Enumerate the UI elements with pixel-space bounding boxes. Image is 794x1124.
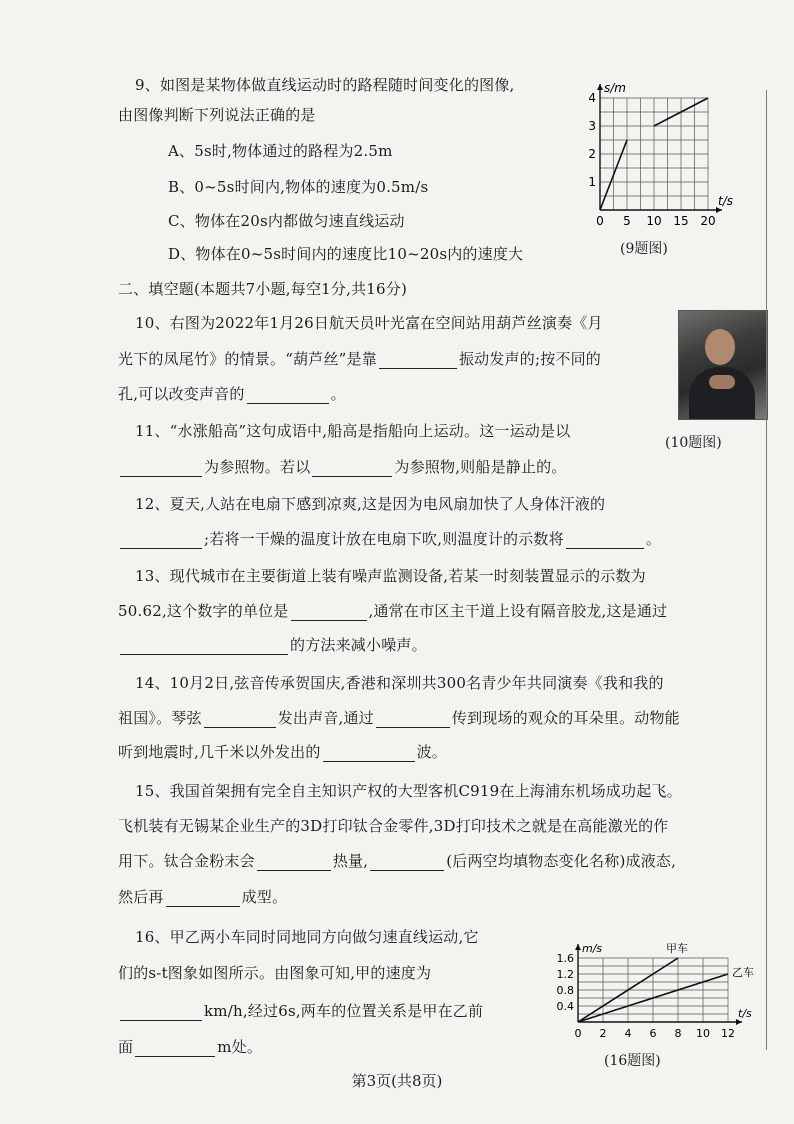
q10-blank-1[interactable] (379, 352, 457, 369)
q10-blank-2[interactable] (247, 387, 329, 404)
q15-blank-2[interactable] (370, 854, 444, 871)
q12-line2-text-b: 。 (645, 530, 662, 548)
q15-blank-1[interactable] (257, 854, 331, 871)
q14-line2-text-a: 祖国》。琴弦 (118, 709, 202, 727)
q13-line2-text-b: ,通常在市区主干道上设有隔音胶龙,这是通过 (368, 602, 668, 620)
x-tick-label: 0 (574, 1027, 582, 1040)
q14-line1: 14、10月2日,弦音传承贺国庆,香港和深圳共300名青少年共同演奏《我和我的 (135, 674, 664, 692)
x-tick-label: 10 (696, 1027, 710, 1040)
q15-line3-text-a: 用下。钛合金粉末会 (118, 852, 255, 870)
x-tick-label: 12 (721, 1027, 735, 1040)
q14-blank-1[interactable] (204, 711, 276, 728)
q9-option-a: A、5s时,物体通过的路程为2.5m (168, 142, 393, 160)
q10-line1: 10、右图为2022年1月26日航天员叶光富在空间站用葫芦丝演奏《月 (135, 314, 603, 332)
margin-rule (766, 90, 767, 1050)
q15-blank-3[interactable] (166, 890, 240, 907)
q11-blank-1[interactable] (120, 460, 202, 477)
x-tick-label: 5 (623, 214, 631, 228)
x-tick-label: 4 (624, 1027, 632, 1040)
q16-line4-text-b: m处。 (217, 1038, 263, 1056)
q10-line3-text-a: 孔,可以改变声音的 (118, 385, 245, 403)
q11-line2 (118, 456, 567, 477)
q16-line4-text-a: 面 (118, 1038, 134, 1056)
photo-person-head (705, 329, 735, 365)
q14-blank-2[interactable] (376, 711, 450, 728)
q16-line4 (118, 1036, 262, 1057)
q10-line2-text-b: 振动发声的;按不同的 (458, 350, 602, 368)
x-tick-label: 20 (700, 214, 716, 228)
astronaut-photo (678, 310, 768, 420)
x-tick-label: 8 (674, 1027, 682, 1040)
q11-line2-text-b: 为参照物,则船是静止的。 (394, 458, 567, 476)
y-tick-label: 0.4 (556, 1000, 574, 1013)
q16-line2: 们的s-t图象如图所示。由图象可知,甲的速度为 (118, 964, 432, 982)
q9-option-b: B、0~5s时间内,物体的速度为0.5m/s (168, 178, 429, 196)
q15-line4 (118, 886, 287, 907)
x-axis-label: t/s (718, 194, 733, 208)
q14-line3-text-b: 波。 (416, 743, 447, 761)
q16-blank-1[interactable] (120, 1004, 202, 1021)
q13-line3 (118, 634, 427, 655)
q15-line3-text-b: 热量, (332, 852, 369, 870)
x-axis-label: t/s (738, 1007, 752, 1020)
series-name-label: 甲车 (666, 942, 688, 955)
q11-line1: 11、“水涨船高”这句成语中,船高是指船向上运动。这一运动是以 (135, 422, 571, 440)
q9-caption: (9题图) (620, 241, 668, 257)
q14-line3 (118, 741, 447, 762)
series-name-label: 乙车 (732, 966, 754, 979)
x-tick-label: 15 (673, 214, 689, 228)
y-tick-label: 4 (588, 91, 596, 105)
x-tick-label: 10 (646, 214, 662, 228)
y-tick-label: 1 (588, 175, 596, 189)
q14-line3-text-a: 听到地震时,几千米以外发出的 (118, 743, 321, 761)
y-axis-arrow (597, 84, 603, 90)
q15-line3 (118, 850, 676, 871)
q16-blank-2[interactable] (135, 1040, 215, 1057)
x-tick-label: 0 (596, 214, 604, 228)
q12-line2-text-a: ;若将一干燥的温度计放在电扇下吹,则温度计的示数将 (204, 530, 564, 548)
q9-stem-line2: 由图像判断下列说法正确的是 (118, 106, 316, 124)
x-tick-label: 6 (649, 1027, 657, 1040)
y-axis-label: m/s (582, 942, 603, 955)
q10-line2-text-a: 光下的凤尾竹》的情景。“葫芦丝”是靠 (118, 350, 377, 368)
q15-line1: 15、我国首架拥有完全自主知识产权的大型客机C919在上海浦东机场成功起飞。 (135, 782, 682, 800)
q11-line2-text-a: 为参照物。若以 (204, 458, 311, 476)
q13-blank-1[interactable] (291, 604, 367, 621)
q9-option-d: D、物体在0~5s时间内的速度比10~20s内的速度大 (168, 245, 524, 263)
y-tick-label: 2 (588, 147, 596, 161)
q10-line2 (118, 348, 601, 369)
y-tick-label: 1.6 (556, 952, 574, 965)
q15-line3-text-c: (后两空均填物态变化名称)成液态, (446, 852, 677, 870)
q13-blank-2[interactable] (120, 638, 288, 655)
q15-line4-text-a: 然后再 (118, 888, 164, 906)
q15-line2: 飞机装有无锡某企业生产的3D打印钛合金零件,3D打印技术之就是在高能激光的作 (118, 817, 669, 835)
q14-blank-3[interactable] (323, 745, 415, 762)
y-tick-label: 1.2 (556, 968, 574, 981)
section2-title: 二、填空题(本题共7小题,每空1分,共16分) (118, 280, 408, 298)
q16-line3-text: km/h,经过6s,两车的位置关系是甲在乙前 (204, 1002, 484, 1020)
page-footer: 第3页(共8页) (351, 1072, 443, 1090)
q10-caption: (10题图) (665, 435, 722, 451)
q16-line3 (118, 1000, 483, 1021)
q13-line1: 13、现代城市在主要街道上装有噪声监测设备,若某一时刻装置显示的示数为 (135, 567, 646, 585)
q10-line3-text-b: 。 (330, 385, 346, 403)
y-axis-arrow (575, 944, 581, 950)
y-tick-label: 0.8 (556, 984, 574, 997)
q14-line2-text-c: 传到现场的观众的耳朵里。动物能 (451, 709, 680, 727)
x-tick-label: 2 (599, 1027, 607, 1040)
q9-st-chart (580, 70, 760, 235)
y-axis-label: s/m (604, 81, 626, 95)
q12-line1: 12、夏天,人站在电扇下感到凉爽,这是因为电风扇加快了人身体汗液的 (135, 495, 606, 513)
q12-blank-2[interactable] (566, 532, 644, 549)
q11-blank-2[interactable] (312, 460, 392, 477)
q12-line2 (118, 528, 661, 549)
q12-blank-1[interactable] (120, 532, 202, 549)
photo-person-hands (709, 375, 735, 389)
q9-option-c: C、物体在20s内都做匀速直线运动 (168, 212, 405, 230)
q15-line4-text-b: 成型。 (241, 888, 288, 906)
q9-stem-line1: 9、如图是某物体做直线运动时的路程随时间变化的图像, (135, 76, 515, 94)
q16-caption: (16题图) (604, 1053, 661, 1069)
q10-line3 (118, 383, 346, 404)
q14-line2 (118, 707, 680, 728)
q16-st-chart (548, 922, 758, 1042)
q14-line2-text-b: 发出声音,通过 (277, 709, 374, 727)
q13-line2-text-a: 50.62,这个数字的单位是 (118, 602, 289, 620)
y-tick-label: 3 (588, 119, 596, 133)
q13-line2 (118, 600, 667, 621)
q13-line3-text: 的方法来减小噪声。 (290, 636, 427, 654)
q16-line1: 16、甲乙两小车同时同地同方向做匀速直线运动,它 (135, 928, 479, 946)
